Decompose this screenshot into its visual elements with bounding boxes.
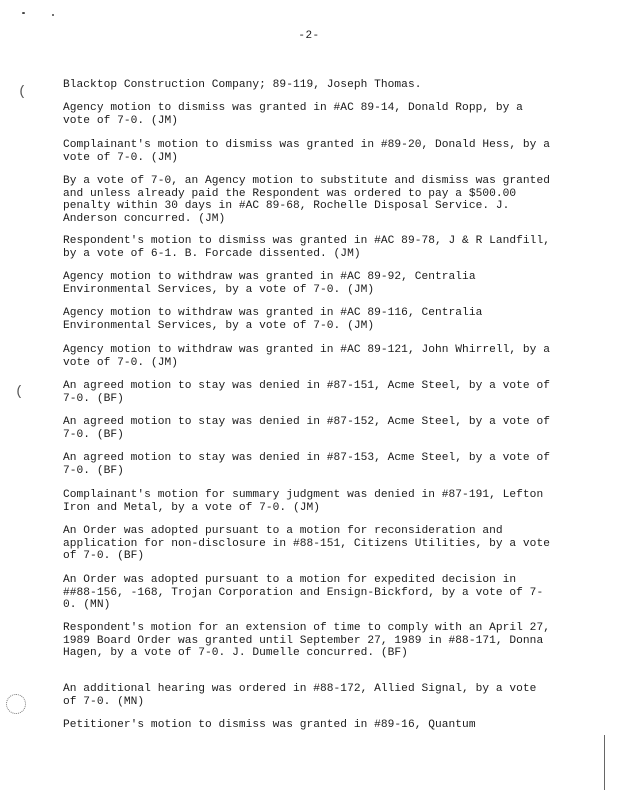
scan-speck (52, 14, 54, 16)
paragraph-jr-landfill: Respondent's motion to dismiss was granted in #AC 89-78, J & R Landfill, by a vote of 6-1. B. Forcade dissented. (JM) (63, 235, 550, 260)
paragraph-hess: Complainant's motion to dismiss was granted in #89-20, Donald Hess, by a vote of 7-0. (JM) (63, 139, 550, 164)
paragraph-centralia-92: Agency motion to withdraw was granted in #AC 89-92, Centralia Environmental Services, by a vote of 7-0. (JM) (63, 271, 476, 296)
page-number: -2- (298, 30, 320, 42)
paragraph-centralia-116: Agency motion to withdraw was granted in #AC 89-116, Centralia Environmental Services, by a vote of 7-0. (JM) (63, 307, 483, 332)
paragraph-allied: An additional hearing was ordered in #88-172, Allied Signal, by a vote of 7-0. (MN) (63, 683, 537, 708)
paragraph-ropp: Agency motion to dismiss was granted in #AC 89-14, Donald Ropp, by a vote of 7-0. (JM) (63, 102, 523, 127)
paragraph-citizens: An Order was adopted pursuant to a motion for reconsideration and application for non-disclosure in #88-151, Citizens Utilities, by a vote of 7-0. (BF) (63, 525, 550, 562)
punch-hole (6, 694, 26, 714)
paragraph-trojan: An Order was adopted pursuant to a motion for expedited decision in ##88-156, -168, Trojan Corporation and Ensign-Bickford, by a vote of 7-0. (MN) (63, 574, 544, 611)
paragraph-hagen: Respondent's motion for an extension of time to comply with an April 27, 1989 Board Order was granted until September 27, 1989 in #88-171, Donna Hagen, by a vote of 7-0. J. Dumelle concurred. (BF) (63, 622, 550, 659)
edge-line (604, 735, 605, 790)
paragraph-acme-152: An agreed motion to stay was denied in #87-152, Acme Steel, by a vote of 7-0. (BF) (63, 416, 550, 441)
paragraph-lefton: Complainant's motion for summary judgment was denied in #87-191, Lefton Iron and Metal, by a vote of 7-0. (JM) (63, 489, 544, 514)
paragraph-quantum: Petitioner's motion to dismiss was granted in #89-16, Quantum (63, 719, 476, 731)
paragraph-whirrell: Agency motion to withdraw was granted in #AC 89-121, John Whirrell, by a vote of 7-0. (JM) (63, 344, 550, 369)
margin-mark: ( (15, 384, 24, 400)
paragraph-blacktop: Blacktop Construction Company; 89-119, Joseph Thomas. (63, 79, 422, 91)
paragraph-acme-153: An agreed motion to stay was denied in #87-153, Acme Steel, by a vote of 7-0. (BF) (63, 452, 550, 477)
margin-mark: ( (18, 84, 27, 100)
scan-speck (22, 12, 25, 14)
paragraph-rochelle: By a vote of 7-0, an Agency motion to substitute and dismiss was granted and unless already paid the Respondent was ordered to pay a $500.00 penalty within 30 days in #AC 89-68, Rochelle Disposal Service. J. Anderson concurred. (JM) (63, 175, 550, 225)
paragraph-acme-151: An agreed motion to stay was denied in #87-151, Acme Steel, by a vote of 7-0. (BF) (63, 380, 550, 405)
